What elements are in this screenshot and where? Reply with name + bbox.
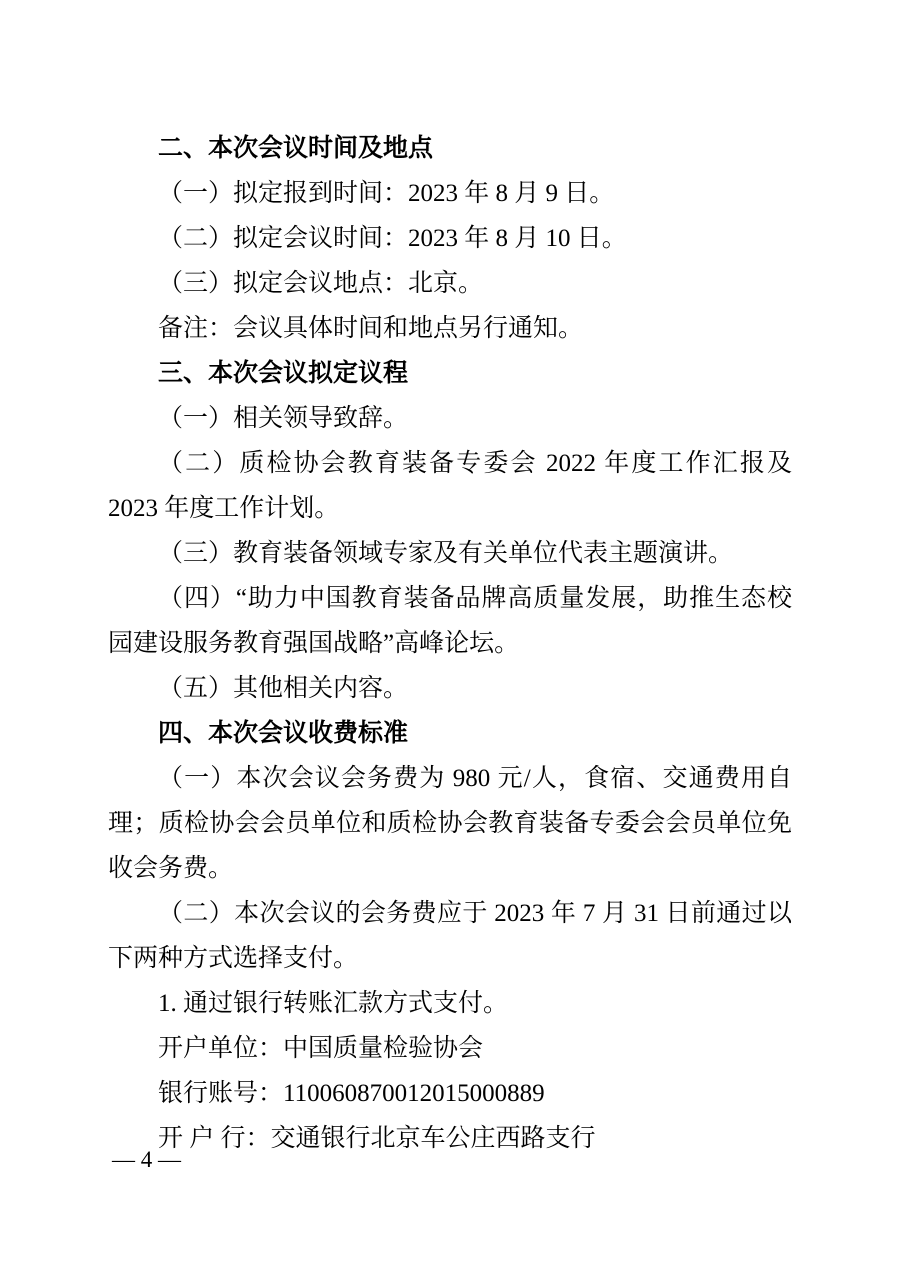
para-payment-method-1: 1. 通过银行转账汇款方式支付。: [158, 990, 509, 1017]
para-agenda-1: （一）相关领导致辞。: [158, 405, 409, 432]
para-agenda-3: （三）教育装备领域专家及有关单位代表主题演讲。: [158, 540, 734, 567]
para-agenda-5: （五）其他相关内容。: [158, 675, 409, 702]
para-bank-name: 开 户 行：交通银行北京车公庄西路支行: [158, 1125, 596, 1152]
para-remark: 备注：会议具体时间和地点另行通知。: [158, 315, 584, 342]
heading-section-4-fees: 四、本次会议收费标准: [158, 719, 409, 747]
heading-section-2-time-location: 二、本次会议时间及地点: [158, 134, 434, 162]
para-checkin-date: （一）拟定报到时间：2023 年 8 月 9 日。: [158, 180, 615, 207]
para-agenda-2: （二）质检协会教育装备专委会 2022 年度工作汇报及 2023 年度工作计划。: [108, 450, 792, 522]
para-account-number: 银行账号：110060870012015000889: [158, 1080, 545, 1107]
document-body: [108, 126, 792, 1161]
para-meeting-location: （三）拟定会议地点：北京。: [158, 270, 484, 297]
para-fee-standard: （一）本次会议会务费为 980 元/人，食宿、交通费用自理；质检协会会员单位和质检协会教育装备专委会会员单位免收会务费。: [108, 765, 792, 882]
para-meeting-date: （二）拟定会议时间：2023 年 8 月 10 日。: [158, 225, 627, 252]
para-account-name: 开户单位：中国质量检验协会: [158, 1035, 484, 1062]
heading-section-3-agenda: 三、本次会议拟定议程: [158, 359, 409, 387]
para-payment-deadline: （二）本次会议的会务费应于 2023 年 7 月 31 日前通过以下两种方式选择支付。: [108, 900, 792, 972]
page-number: — 4 —: [112, 1147, 181, 1172]
para-agenda-4: （四）“助力中国教育装备品牌高质量发展，助推生态校园建设服务教育强国战略”高峰论坛。: [108, 585, 792, 657]
